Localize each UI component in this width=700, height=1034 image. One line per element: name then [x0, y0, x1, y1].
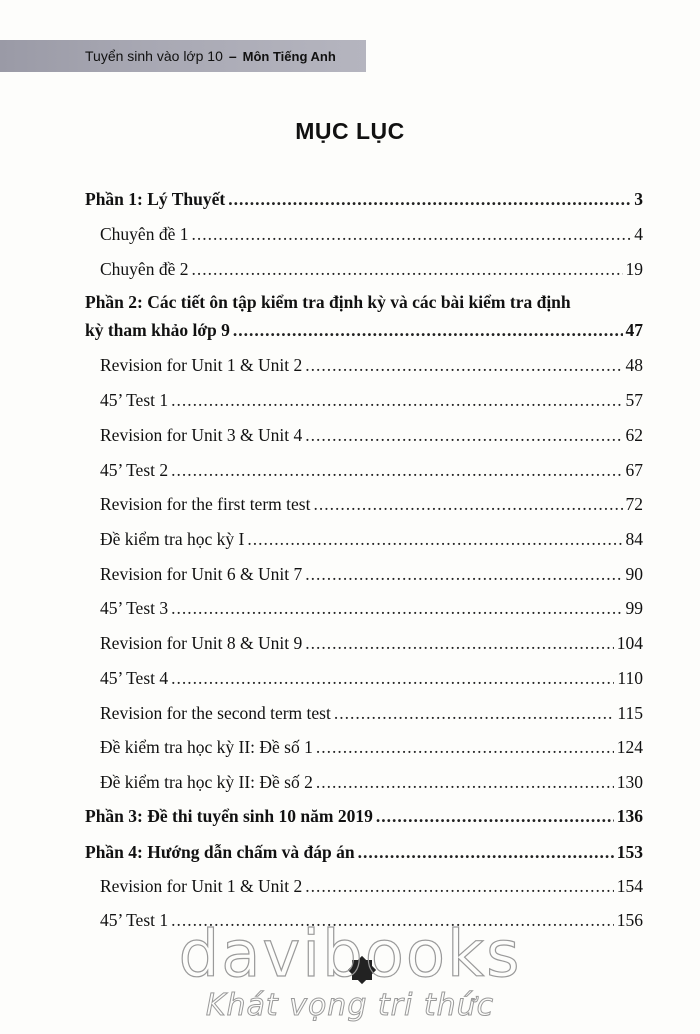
- toc-entry-part-2[interactable]: [85, 318, 643, 342]
- toc-page-number: 3: [634, 189, 643, 209]
- toc-part-2-heading-line: Phần 2: Các tiết ôn tập kiểm tra định kỳ và các bài kiểm tra định: [85, 292, 571, 312]
- dot-leader: [305, 631, 614, 655]
- toc-label: Revision for Unit 6 & Unit 7: [100, 564, 303, 584]
- toc-entry-answers-revision-unit-1-2[interactable]: [100, 874, 643, 898]
- toc-label: 45’ Test 2: [100, 460, 169, 480]
- toc-page-number: 136: [616, 806, 643, 826]
- toc-entry-chuyen-de-1[interactable]: [100, 222, 643, 246]
- toc-page-number: 4: [634, 224, 643, 244]
- toc-entry-de-kiem-tra-hk2-so-1[interactable]: [100, 735, 643, 759]
- toc-page-number: 156: [616, 910, 643, 930]
- toc-label: Revision for Unit 1 & Unit 2: [100, 355, 303, 375]
- toc-page-number: 130: [616, 772, 643, 792]
- dot-leader: [171, 458, 622, 482]
- toc-label: Chuyên đề 2: [100, 259, 189, 279]
- toc-entry-45-test-1[interactable]: [100, 388, 643, 412]
- header-subject: Môn Tiếng Anh: [242, 49, 336, 64]
- toc-entry-45-test-3[interactable]: [100, 596, 643, 620]
- toc-entry-part-1[interactable]: [85, 187, 643, 211]
- dot-leader: [313, 492, 622, 516]
- dot-leader: [228, 187, 631, 211]
- dot-leader: [305, 353, 622, 377]
- toc-label: Đề kiểm tra học kỳ II: Đề số 2: [100, 772, 313, 792]
- dot-leader: [316, 735, 614, 759]
- toc-label: 45’ Test 3: [100, 598, 169, 618]
- toc-entry-part-3[interactable]: [85, 804, 643, 828]
- toc-page-number: 90: [625, 564, 643, 584]
- dot-leader: [191, 257, 622, 281]
- toc-page-number: 47: [625, 320, 643, 340]
- toc-page-number: 19: [625, 259, 643, 279]
- dot-leader: [334, 701, 615, 725]
- toc-entry-revision-unit-1-2[interactable]: [100, 353, 643, 377]
- toc-label: Chuyên đề 1: [100, 224, 189, 244]
- header-series: Tuyển sinh vào lớp 10: [85, 48, 223, 64]
- dot-leader: [305, 562, 622, 586]
- toc-label: Revision for Unit 1 & Unit 2: [100, 876, 303, 896]
- toc-entry-part-4[interactable]: [85, 840, 643, 864]
- dot-leader: [247, 527, 622, 551]
- running-header: [85, 48, 336, 64]
- toc-entry-chuyen-de-2[interactable]: [100, 257, 643, 281]
- toc-entry-revision-first-term[interactable]: [100, 492, 643, 516]
- toc-page-number: 72: [625, 494, 643, 514]
- header-band: [0, 40, 366, 72]
- toc-label: 45’ Test 1: [100, 910, 169, 930]
- toc-label: Revision for Unit 3 & Unit 4: [100, 425, 303, 445]
- toc-label: 45’ Test 1: [100, 390, 169, 410]
- toc-entry-45-test-2[interactable]: [100, 458, 643, 482]
- dot-leader: [191, 222, 631, 246]
- toc-entry-45-test-4[interactable]: [100, 666, 643, 690]
- dot-leader: [358, 840, 614, 864]
- toc-label: Phần 1: Lý Thuyết: [85, 189, 226, 209]
- toc-label: kỳ tham khảo lớp 9: [85, 320, 230, 340]
- dot-leader: [233, 318, 623, 342]
- dot-leader: [376, 804, 614, 828]
- toc-page-number: 115: [617, 703, 643, 723]
- toc-page-number: 153: [616, 842, 643, 862]
- toc-page-number: 124: [616, 737, 643, 757]
- toc-label: Revision for Unit 8 & Unit 9: [100, 633, 303, 653]
- toc-label: 45’ Test 4: [100, 668, 169, 688]
- toc-page-number: 62: [625, 425, 643, 445]
- toc-label: Phần 3: Đề thi tuyển sinh 10 năm 2019: [85, 806, 373, 826]
- toc-page-number: 154: [616, 876, 643, 896]
- header-separator: –: [228, 48, 237, 64]
- page-title: MỤC LỤC: [295, 118, 405, 144]
- watermark-brand: davibooks: [178, 918, 522, 992]
- toc-entry-revision-unit-3-4[interactable]: [100, 423, 643, 447]
- dot-leader: [305, 874, 614, 898]
- toc-label: Revision for the first term test: [100, 494, 311, 514]
- dot-leader: [171, 388, 622, 412]
- toc-page-number: 57: [625, 390, 643, 410]
- watermark-tagline: Khát vọng tri thức: [205, 988, 495, 1023]
- dot-leader: [316, 770, 614, 794]
- dot-leader: [171, 596, 622, 620]
- toc-page-number: 110: [617, 668, 643, 688]
- toc-entry-revision-unit-8-9[interactable]: [100, 631, 643, 655]
- toc-page-number: 99: [625, 598, 643, 618]
- toc-entry-de-kiem-tra-hk2-so-2[interactable]: [100, 770, 643, 794]
- toc-page-number: 48: [625, 355, 643, 375]
- toc-label: Phần 4: Hướng dẫn chấm và đáp án: [85, 842, 355, 862]
- toc-entry-de-kiem-tra-hk1[interactable]: [100, 527, 643, 551]
- toc-entry-revision-second-term[interactable]: [100, 701, 643, 725]
- toc-label: Đề kiểm tra học kỳ I: [100, 529, 245, 549]
- dot-leader: [305, 423, 622, 447]
- toc-page-number: 67: [625, 460, 643, 480]
- toc-page-number: 84: [625, 529, 643, 549]
- toc-entry-revision-unit-6-7[interactable]: [100, 562, 643, 586]
- toc-page-number: 104: [616, 633, 643, 653]
- dot-leader: [171, 666, 614, 690]
- toc-label: Đề kiểm tra học kỳ II: Đề số 1: [100, 737, 313, 757]
- toc-label: Revision for the second term test: [100, 703, 331, 723]
